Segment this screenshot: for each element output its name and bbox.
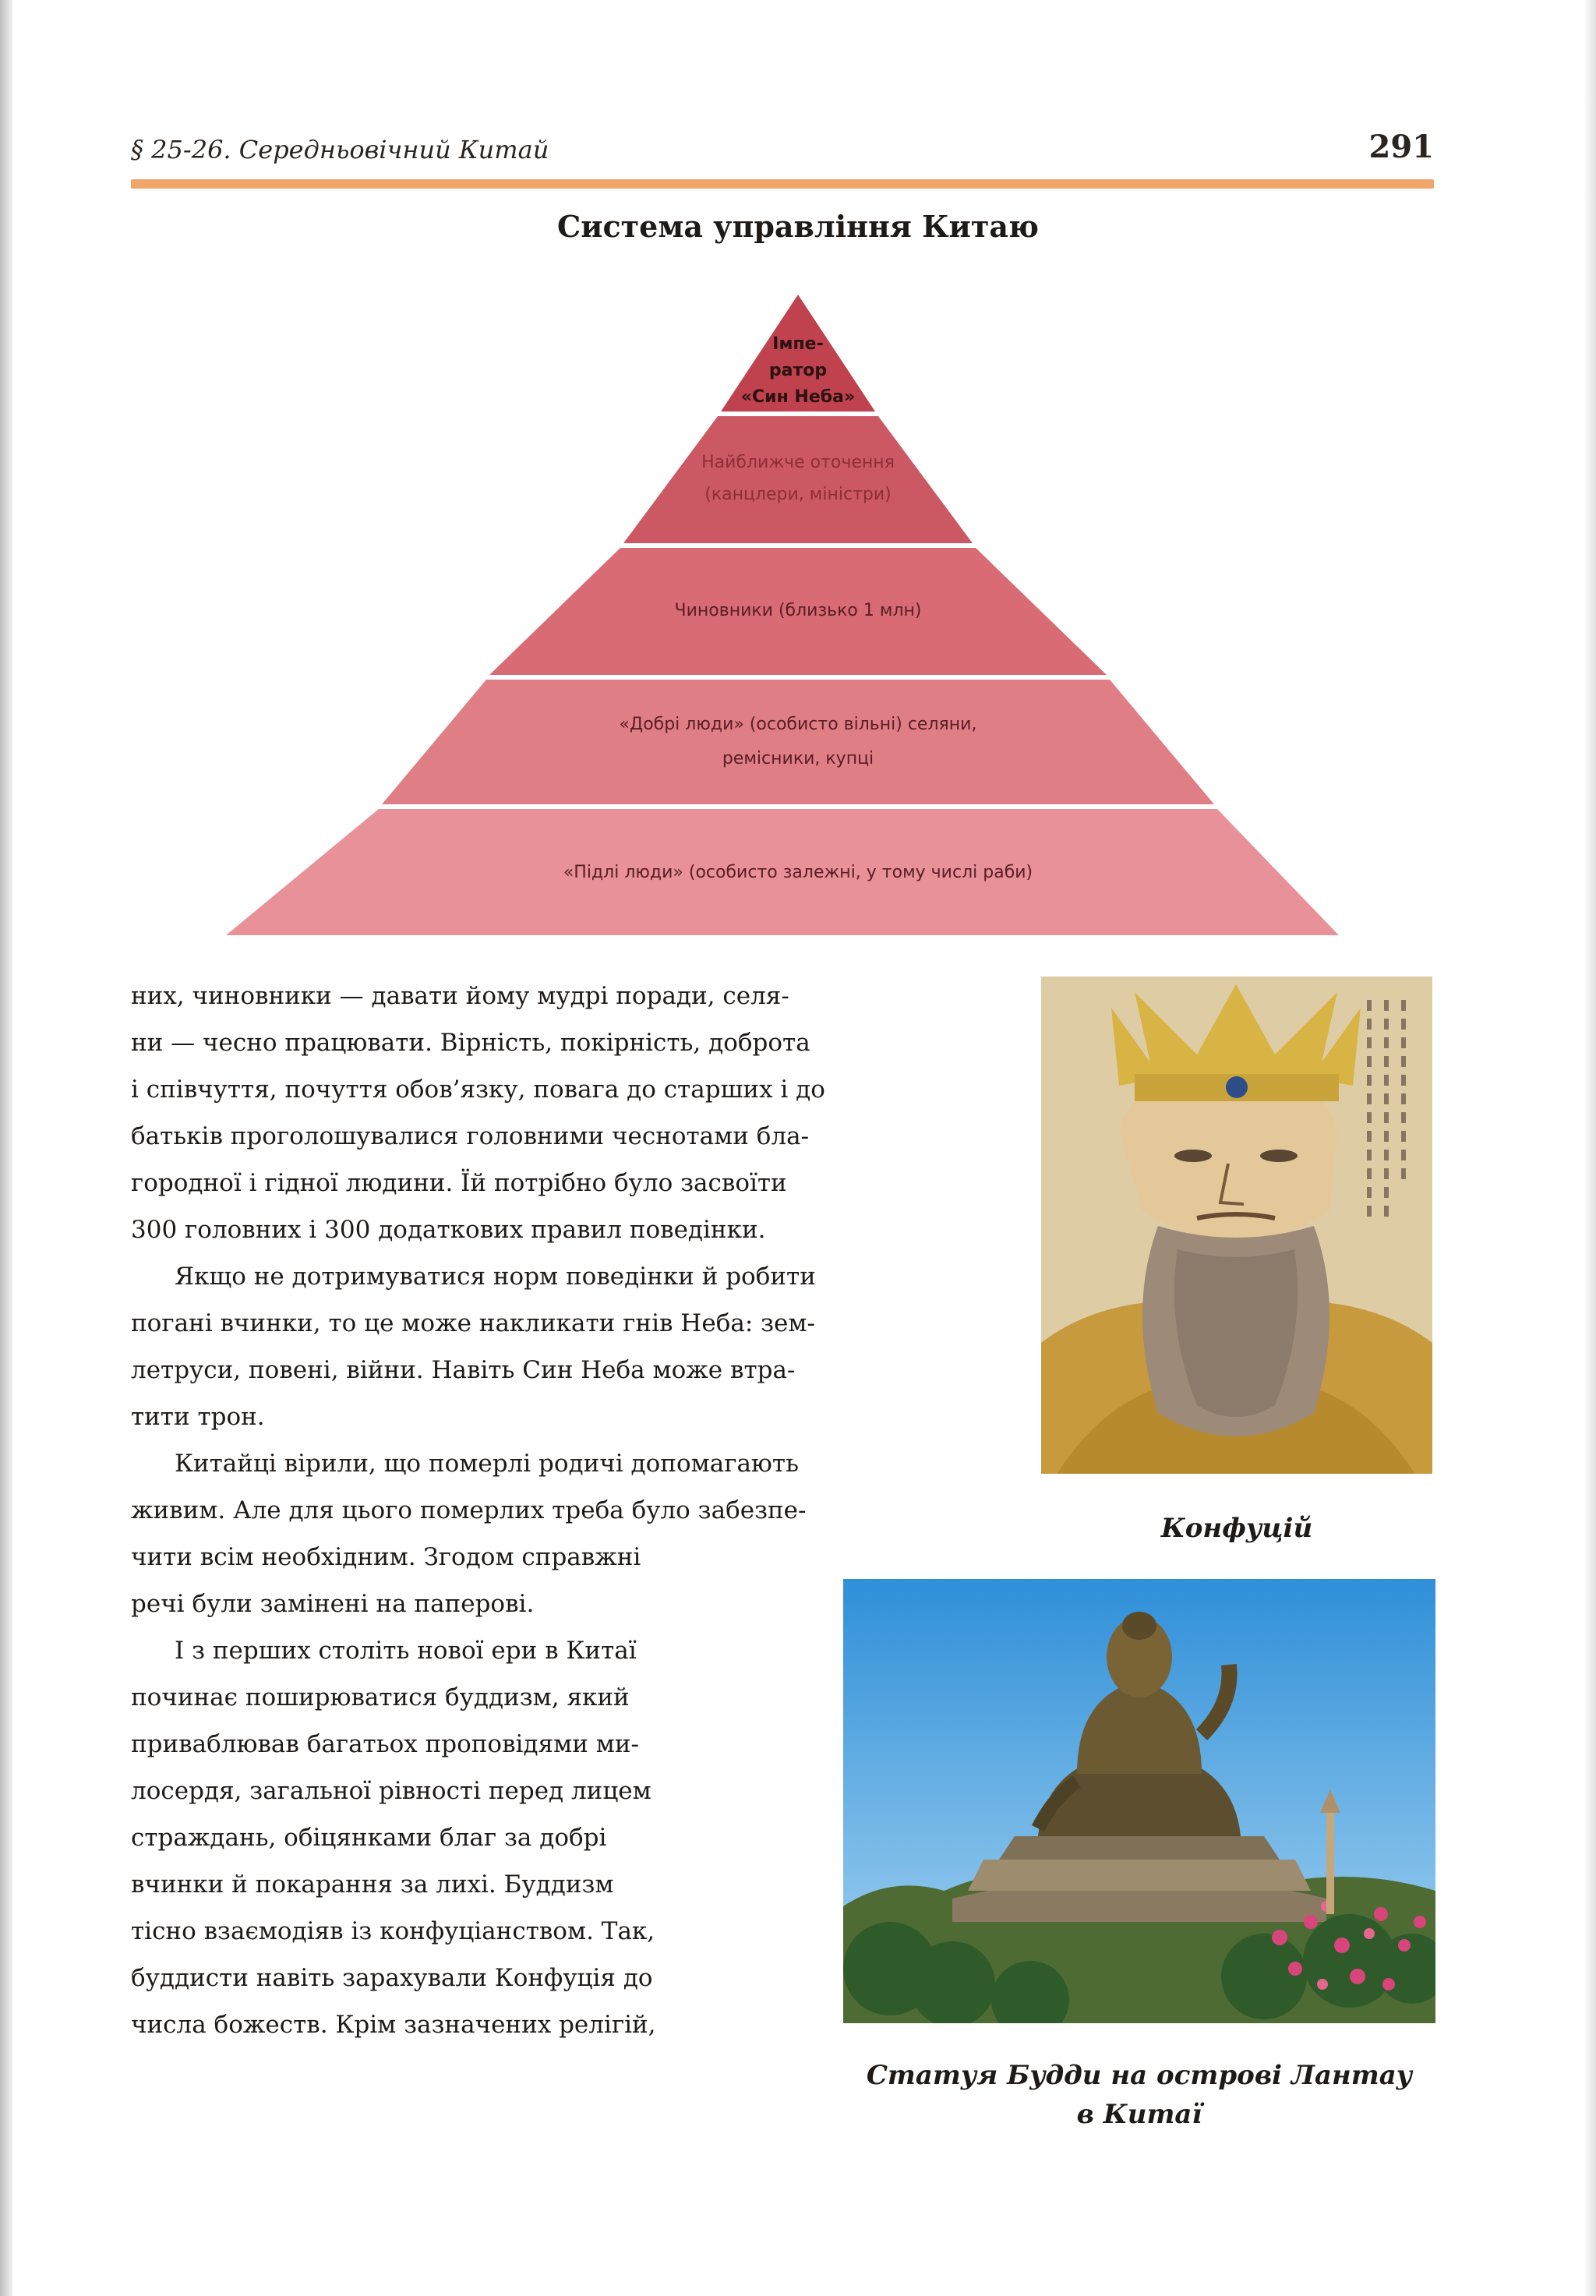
tier-1-line-2: ратор xyxy=(768,361,828,380)
body-line: тити трон. xyxy=(131,1403,265,1431)
government-pyramid xyxy=(0,0,1596,974)
pyramid-tier-2 xyxy=(623,416,973,543)
running-head: § 25-26. Середньовічний Китай xyxy=(131,135,549,164)
body-line: них, чиновники — давати йому мудрі поради, селя- xyxy=(131,982,789,1010)
body-line: лосердя, загальної рівності перед лицем xyxy=(131,1777,651,1805)
body-line: живим. Але для цього померлих треба було забезпе- xyxy=(131,1496,807,1524)
body-line: речі були замінені на паперові. xyxy=(131,1590,535,1618)
tier-2-line-2: (канцлери, міністри) xyxy=(704,485,892,504)
body-line: чити всім необхідним. Згодом справжні xyxy=(131,1543,641,1571)
body-line: 300 головних і 300 додаткових правил поведінки. xyxy=(131,1216,766,1244)
body-line: тісно взаємодіяв із конфуціанством. Так, xyxy=(131,1917,655,1945)
diagram-title: Система управління Китаю xyxy=(557,209,1039,244)
body-line: Китайці вірили, що померлі родичі допомагають xyxy=(175,1450,799,1478)
body-line: І з перших століть нової ери в Китаї xyxy=(175,1637,637,1665)
tier-1-line-1: Імпе- xyxy=(772,334,824,354)
body-line: і співчуття, почуття обов’язку, повага до старших і до xyxy=(131,1076,825,1104)
body-line: страждань, обіцянками благ за добрі xyxy=(131,1824,607,1852)
page-number: 291 xyxy=(1368,129,1434,165)
body-line: буддисти навіть зарахували Конфуція до xyxy=(131,1964,653,1992)
tier-3-line-1: Чиновники (близько 1 млн) xyxy=(674,601,922,620)
buddha-caption-line-1: Статуя Будди на острові Лантау xyxy=(866,2060,1413,2091)
body-line: вчинки й покарання за лихі. Буддизм xyxy=(131,1870,614,1899)
confucius-portrait xyxy=(1041,977,1432,1474)
body-line: погані вчинки, то це може накликати гнів Неба: зем- xyxy=(131,1309,815,1337)
tier-2-line-1: Найближче оточення xyxy=(701,453,895,472)
body-line: летруси, повені, війни. Навіть Син Неба може втра- xyxy=(131,1356,796,1384)
tier-4-line-1: «Добрі люди» (особисто вільні) селяни, xyxy=(619,715,977,734)
body-line: городної і гідної людини. Їй потрібно було засвоїти xyxy=(131,1169,787,1197)
buddha-statue-photo xyxy=(843,1579,1435,2023)
body-text-upper xyxy=(131,973,1004,1534)
body-line: починає поширюватися буддизм, який xyxy=(131,1683,630,1711)
buddha-caption-line-2: в Китаї xyxy=(1076,2099,1202,2130)
tier-5-line-1: «Підлі люди» (особисто залежні, у тому числі раби) xyxy=(563,863,1033,882)
body-line: батьків проголошувалися головними чеснотами бла- xyxy=(131,1122,810,1150)
body-line: приваблював багатьох проповідями ми- xyxy=(131,1730,639,1758)
pyramid-tier-4 xyxy=(382,680,1214,804)
body-line: Якщо не дотримуватися норм поведінки й робити xyxy=(175,1263,816,1291)
tier-1-line-3: «Син Неба» xyxy=(740,387,856,407)
confucius-caption: Конфуцій xyxy=(1160,1513,1313,1544)
body-text-lower xyxy=(131,1534,807,2048)
body-line: числа божеств. Крім зазначених релігій, xyxy=(131,2011,656,2039)
body-line: ни — чесно працювати. Вірність, покірність, доброта xyxy=(131,1029,810,1057)
tier-4-line-2: ремісники, купці xyxy=(722,749,874,768)
